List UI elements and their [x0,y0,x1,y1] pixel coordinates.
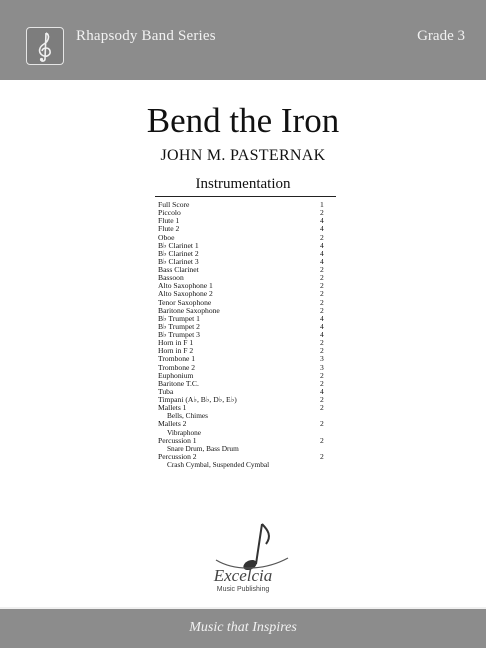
instrument-quantity: 4 [320,313,324,323]
instrument-quantity: 4 [320,330,324,339]
instrument-name: Alto Saxophone 2 [158,289,213,299]
series-name: Rhapsody Band Series [76,28,216,44]
instrument-name: Piccolo [158,208,181,218]
instrument-name: Baritone Saxophone [158,305,220,315]
instrument-quantity: 4 [320,321,324,331]
instrument-name: Flute 1 [158,216,180,226]
grade-label: Grade 3 [417,28,465,44]
instrument-quantity: 2 [320,297,324,307]
instrument-quantity: 2 [320,338,324,348]
instrument-name: Alto Saxophone 1 [158,281,213,291]
instrument-quantity: 2 [320,305,324,315]
instrument-name: B♭ Clarinet 2 [158,248,199,258]
instrument-name: Trombone 1 [158,354,196,364]
treble-clef-icon [27,28,63,64]
footer-divider [0,607,486,609]
instrument-row [158,209,333,217]
instrument-name: Bassoon [158,273,184,283]
instrument-quantity: 2 [320,208,324,218]
instrument-name: Vibraphone [167,427,202,437]
instrument-quantity: 3 [320,362,324,372]
instrument-quantity: 3 [320,354,324,364]
instrument-quantity: 2 [320,419,324,429]
instrument-name: Tuba [158,386,174,396]
instrument-name: Snare Drum, Bass Drum [167,443,239,453]
instrument-quantity: 2 [320,435,324,445]
instrument-name: Crash Cymbal, Suspended Cymbal [167,460,270,469]
instrument-detail-row [158,461,333,469]
publisher-logo-text: Excelcia [213,566,273,585]
instrument-name: B♭ Clarinet 3 [158,256,199,266]
instrument-quantity: 4 [320,248,324,258]
instrument-name: Baritone T.C. [158,378,199,388]
instrument-quantity: 2 [320,273,324,283]
instrument-name: Flute 2 [158,224,180,234]
instrument-name: Bells, Chimes [167,411,208,421]
instrument-name: Trombone 2 [158,362,196,372]
instrument-quantity: 1 [320,200,324,209]
instrument-quantity: 4 [320,240,324,250]
instrument-row [158,266,333,274]
instrument-quantity: 2 [320,265,324,274]
instrument-name: Horn in F 1 [158,338,194,348]
instrument-row [158,201,333,209]
instrument-name: Mallets 2 [158,419,187,429]
instrument-name: Bass Clarinet [158,265,199,274]
instrument-quantity: 4 [320,386,324,396]
instrument-quantity: 2 [320,346,324,356]
heading-divider [155,196,336,197]
instrument-quantity: 2 [320,395,324,404]
instrument-name: Percussion 2 [158,451,197,461]
instrument-name: Horn in F 2 [158,346,194,356]
composer-name: JOHN M. PASTERNAK [160,147,326,164]
instrument-name: Timpani (A♭, B♭, D♭, E♭) [158,395,237,404]
instrument-name: B♭ Trumpet 1 [158,313,200,323]
instrument-quantity: 2 [320,451,324,461]
instrument-row [158,380,333,388]
instrument-name: B♭ Clarinet 1 [158,240,199,250]
instrument-row [158,225,333,233]
instrument-name: Mallets 1 [158,403,187,413]
header-band [0,0,486,80]
piece-title: Bend the Iron [146,101,340,140]
instrumentation-list [158,201,333,469]
instrument-quantity: 2 [320,403,324,413]
footer-tagline: Music that Inspires [189,620,297,635]
instrument-quantity: 4 [320,256,324,266]
instrument-name: B♭ Trumpet 3 [158,330,200,339]
instrument-quantity: 2 [320,281,324,291]
instrument-quantity: 2 [320,370,324,380]
instrument-name: Euphonium [158,370,194,380]
instrument-quantity: 2 [320,378,324,388]
series-logo [26,27,64,65]
instrument-quantity: 4 [320,224,324,234]
instrument-name: B♭ Trumpet 2 [158,321,200,331]
instrument-name: Full Score [158,200,190,209]
instrument-name: Oboe [158,232,175,242]
publisher-subtitle: Music Publishing [216,586,270,593]
instrument-name: Tenor Saxophone [158,297,212,307]
instrument-row [158,217,333,225]
instrument-name: Percussion 1 [158,435,197,445]
instrument-quantity: 2 [320,232,324,242]
instrument-quantity: 2 [320,289,324,299]
instrument-quantity: 4 [320,216,324,226]
instrumentation-heading: Instrumentation [195,176,291,192]
footer-band [0,607,486,648]
